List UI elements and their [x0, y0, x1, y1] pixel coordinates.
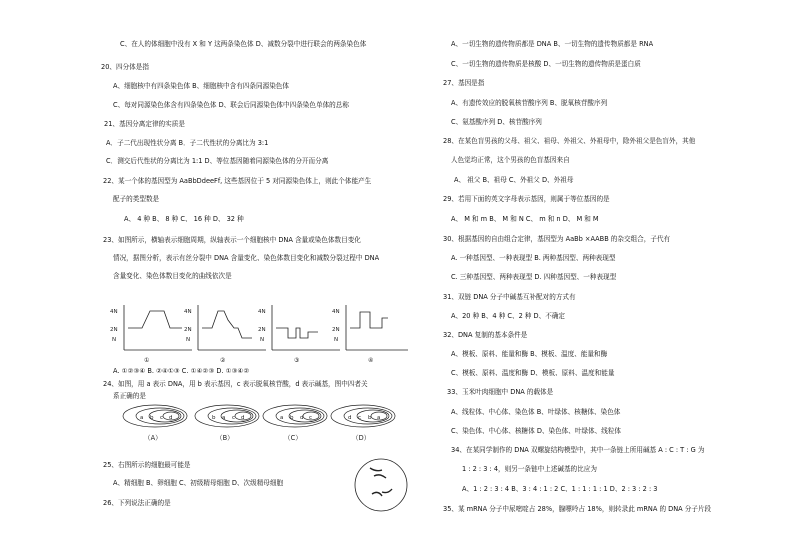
svg-text:b: b	[290, 415, 294, 421]
q30-stem: 30、根据基因的自由组合定律，基因型为 AaBb ×AABB 的杂交组合，子代有	[443, 235, 671, 243]
q22-stem-line1: 22、某一个体的基因型为 AaBbDdeeFf, 这些基因位于 5 对同源染色体上，则此个体能产生	[103, 177, 372, 185]
q24-stem-line1: 24、如图，用 a 表示 DNA，用 b 表示基因，c 表示脱氧核苷酸，d 表示碱基，图中四者关	[103, 380, 368, 388]
q23-stem-line1: 23、如图所示，横轴表示细胞周期，纵轴表示一个细胞核中 DNA 含量或染色体数目变化	[103, 236, 361, 244]
q27-options-ab: A、有遗传效应的脱氧核苷酸序列 B、脱氧核苷酸序列	[451, 99, 608, 107]
q23-options: A. ①②③④ B. ②④①③ C. ①④②③ D. ①③④②	[113, 367, 250, 375]
q33-options-cd: C、染色体、中心体、核糖体 D、染色体、叶绿体、线粒体	[451, 427, 622, 435]
svg-text:N: N	[186, 337, 191, 343]
q33-options-ab: A、线粒体、中心体、染色体 B、叶绿体、核糖体、染色体	[451, 408, 621, 416]
svg-text:2N: 2N	[258, 327, 266, 333]
q35-stem: 35、某 mRNA 分子中尿嘧啶占 28%，腺嘌呤占 18%，则转录此 mRNA 的 DNA 分子片段	[443, 505, 712, 513]
venn-c	[263, 405, 327, 442]
q28-options: A、 祖父 B、祖母 C、外祖父 D、外祖母	[454, 176, 574, 184]
q28-stem-line1: 28、在某色盲男孩的父母、祖父、祖母、外祖父、外祖母中，除外祖父是色盲外，其他	[443, 137, 696, 145]
svg-text:d: d	[169, 415, 173, 421]
venn-b	[195, 405, 259, 442]
svg-text:b: b	[150, 415, 154, 421]
graph-panel-3	[258, 305, 340, 364]
q29-stem: 29、若用下面的英文字母表示基因，则属于等位基因的是	[443, 195, 610, 203]
svg-text:N: N	[260, 337, 265, 343]
q32-stem: 32、DNA 复制的基本条件是	[443, 331, 528, 339]
q22-stem-line2: 配子的类型数是	[113, 195, 160, 203]
q32-options-ab: A、模板、原料、能量和酶 B、模板、温度、能量和酶	[451, 350, 608, 358]
q30-options-cd: C. 三种基因型、两种表现型 D. 四种基因型、一种表现型	[451, 273, 617, 281]
svg-text:c: c	[232, 415, 236, 421]
q34-options: A、1 : 2 : 3 : 4 B、3 : 4 : 1 : 2 C、1 : 1 : 1 : 1 D、2 : 3 : 2 : 3	[462, 485, 658, 493]
q23-stem-line3: 含量变化、染色体数目变化的曲线依次是	[113, 272, 232, 280]
svg-text:a: a	[280, 415, 284, 421]
q21-options-cd: C．测交后代性状的分离比为 1:1 D、等位基因随着同源染色体的分开而分离	[106, 157, 329, 165]
q31-stem: 31、双链 DNA 分子中碱基互补配对的方式有	[443, 293, 576, 301]
graph-panel-2	[184, 305, 266, 364]
axis-4n-label: 4N	[110, 309, 118, 315]
venn-d	[331, 405, 395, 442]
q25-stem: 25、右图所示的细胞最可能是	[103, 461, 191, 469]
q21-options-ab: A．子二代出现性状分离 B．子二代性状的分离比为 3:1	[106, 139, 269, 147]
panel-label-2: ②	[220, 357, 226, 364]
q33-stem: 33、玉米叶肉细胞中 DNA 的载体是	[447, 388, 554, 396]
venn-a	[123, 405, 187, 442]
q20-options-ab: A、细胞核中有四条染色体 B、细胞核中含有四条同源染色体	[113, 82, 289, 90]
svg-text:N: N	[334, 337, 339, 343]
svg-text:4N: 4N	[332, 309, 340, 315]
q20-options-cd: C、每对同源染色体含有四条染色体 D、联会后同源染色体中四条染色单体的总称	[113, 101, 349, 109]
svg-text:a: a	[140, 415, 144, 421]
q31-options: A、20 种 B、4 种 C、2 种 D、不确定	[451, 312, 566, 320]
q20-stem: 20、四分体是指	[101, 63, 149, 71]
venn-label-d: （D）	[352, 434, 371, 442]
panel-label-4: ④	[368, 357, 374, 364]
q32-options-cd: C、模板、原料、温度和酶 D、模板、原料、温度和能量	[451, 369, 615, 377]
svg-text:4N: 4N	[258, 309, 266, 315]
panel-label-3: ③	[294, 357, 300, 364]
q30-options-ab: A. 一种基因型、一种表现型 B. 两种基因型、两种表现型	[451, 254, 616, 262]
q34-stem-line1: 34、在某同学制作的 DNA 双螺旋结构模型中，其中一条链上所用碱基 A : C : T : G 为	[451, 446, 705, 454]
q27-options-cd: C、氨基酸序列 D、核苷酸序列	[451, 118, 542, 126]
q25-options: A、精细胞 B、卵细胞 C、初级精母细胞 D、次级精母细胞	[113, 479, 284, 487]
q21-stem: 21、基因分离定律的实质是	[104, 120, 185, 128]
q24-stem-line2: 系正确的是	[113, 392, 146, 400]
q23-stem-line2: 情况，据图分析，表示有丝分裂中 DNA 含量变化、染色体数目变化和减数分裂过程中 DNA	[113, 254, 380, 262]
svg-text:2N: 2N	[184, 327, 192, 333]
q22-options: A、 4 种 B、 8 种 C、 16 种 D、 32 种	[124, 215, 244, 223]
venn-label-b: （B）	[216, 434, 234, 442]
q26-stem: 26、下列说法正确的是	[103, 499, 171, 507]
venn-label-a: （A）	[144, 434, 162, 442]
q26-options-ab: A、一切生物的遗传物质都是 DNA B、一切生物的遗传物质都是 RNA	[451, 40, 654, 48]
graph-panel-1	[110, 305, 192, 364]
q27-stem: 27、基因是指	[443, 79, 485, 87]
q28-stem-line2: 人色觉均正常，这个男孩的色盲基因来自	[451, 156, 570, 164]
svg-text:d: d	[348, 415, 352, 421]
q19-option-cd: C、在人的体细胞中没有 X 和 Y 这两条染色体 D、减数分裂中进行联会的两条染色体	[120, 40, 367, 48]
cell-diagram	[352, 456, 410, 514]
axis-n-label: N	[112, 337, 117, 343]
q26-options-cd: C、一切生物的遗传物质是核酸 D、一切生物的遗传物质是蛋白质	[451, 60, 641, 68]
q23-graphs	[110, 300, 410, 372]
axis-2n-label: 2N	[110, 327, 118, 333]
svg-text:2N: 2N	[332, 327, 340, 333]
svg-text:c: c	[309, 415, 313, 421]
panel-label-1: ①	[144, 357, 150, 364]
graph-panel-4	[332, 305, 408, 364]
svg-text:c: c	[160, 415, 164, 421]
q24-venn-diagrams	[120, 402, 400, 448]
q34-stem-line2: 1 : 2 : 3 : 4，则另一条链中上述碱基的比应为	[462, 465, 597, 473]
svg-text:b: b	[212, 415, 216, 421]
venn-label-c: （C）	[284, 434, 302, 442]
svg-text:d: d	[241, 415, 245, 421]
svg-text:a: a	[222, 415, 226, 421]
svg-text:b: b	[368, 415, 372, 421]
svg-text:a: a	[377, 415, 381, 421]
svg-text:4N: 4N	[184, 309, 192, 315]
q29-options: A、 M 和 m B、 M 和 N C、 m 和 n D、 M 和 M	[451, 215, 599, 223]
svg-text:c: c	[358, 415, 362, 421]
svg-text:d: d	[300, 415, 304, 421]
